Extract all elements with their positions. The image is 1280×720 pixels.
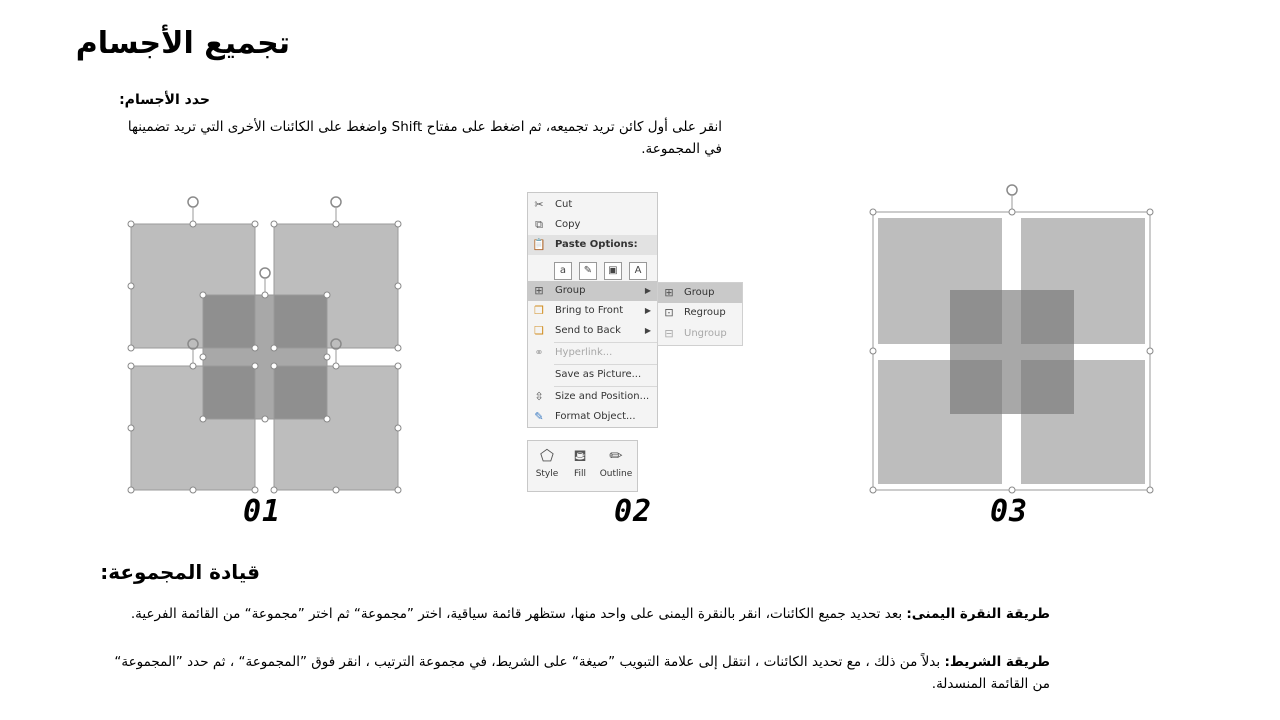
rotate-handle-icon[interactable] <box>1007 185 1017 195</box>
style-button[interactable]: ⬠ Style <box>530 445 564 481</box>
submenu-item-group[interactable]: ⊞ Group <box>658 283 742 303</box>
menu-item-hyperlink[interactable]: ⚭ Hyperlink... <box>528 343 657 363</box>
size-position-icon: ⇳ <box>534 390 544 403</box>
right-click-method-label: طريقة النقرة اليمنى: <box>906 606 1050 622</box>
fill-bucket-icon: ⛾ <box>573 446 587 465</box>
figure-label-03: 03 <box>990 494 1029 529</box>
ribbon-method-text: بدلاً من ذلك ، مع تحديد الكائنات ، انتقل إلى علامة التبويب ”صيغة“ على الشريط، في مجموعة الترتيب ، انقر فوق ”المجموعة“ ، ثم حدد ”المجموعة“ من القائمة المنسدلة. <box>114 654 1050 692</box>
select-heading: حدد الأجسام: <box>119 92 210 108</box>
paste-keep-source-icon[interactable]: a <box>554 262 572 280</box>
ungroup-icon: ⊟ <box>664 327 674 340</box>
menu-item-size-and-position[interactable]: ⇳ Size and Position... <box>528 387 657 407</box>
context-menu <box>527 192 658 428</box>
submenu-arrow-icon: ▶ <box>644 326 651 335</box>
submenu-item-ungroup[interactable]: ⊟ Ungroup <box>658 324 742 344</box>
regroup-icon: ⊡ <box>664 306 674 319</box>
hyperlink-icon: ⚭ <box>534 346 544 359</box>
paste-picture-icon[interactable]: ▣ <box>604 262 622 280</box>
lead-group-heading: قيادة المجموعة: <box>100 560 260 584</box>
paste-destination-theme-icon[interactable]: ✎ <box>579 262 597 280</box>
figure-03-grouped-selection <box>862 178 1162 498</box>
copy-icon: ⧉ <box>535 218 543 231</box>
menu-item-paste-options: 📋 Paste Options: <box>528 235 657 255</box>
menu-item-save-as-picture[interactable]: Save as Picture... <box>555 369 642 380</box>
ribbon-method-label: طريقة الشريط: <box>944 654 1050 670</box>
group-submenu <box>657 282 743 346</box>
menu-item-bring-to-front[interactable]: ❐ Bring to Front ▶ <box>528 301 657 321</box>
scissors-icon: ✂ <box>534 198 544 211</box>
menu-item-format-object[interactable]: ✎ Format Object... <box>528 407 657 427</box>
fill-button[interactable]: ⛾ Fill <box>563 445 597 481</box>
format-object-icon: ✎ <box>534 410 544 423</box>
submenu-arrow-icon: ▶ <box>644 286 651 295</box>
right-click-method-text: بعد تحديد جميع الكائنات، انقر بالنقرة اليمنى على واحد منها، ستظهر قائمة سياقية، اختر ”مجموعة“ ثم اختر ”مجموعة“ من القائمة الفرعية. <box>130 606 907 622</box>
outline-pen-icon: ✏ <box>609 446 623 465</box>
menu-item-cut[interactable]: ✂ Cut <box>528 195 657 215</box>
outline-button[interactable]: ✏ Outline <box>599 446 633 479</box>
page-title: تجميع الأجسام <box>75 26 290 61</box>
paste-text-only-icon[interactable]: A <box>629 262 647 280</box>
menu-item-copy[interactable]: ⧉ Copy <box>528 215 657 235</box>
bring-to-front-icon: ❐ <box>534 304 544 317</box>
right-click-method-paragraph <box>110 603 1050 625</box>
menu-item-group[interactable]: ⊞ Group ▶ <box>528 281 657 301</box>
ribbon-method-paragraph <box>110 651 1050 695</box>
submenu-arrow-icon: ▶ <box>644 306 651 315</box>
group-icon: ⊞ <box>534 284 544 297</box>
figure-label-02: 02 <box>614 494 653 529</box>
clipboard-icon: 📋 <box>532 238 546 251</box>
figure-01-individual-selection <box>120 190 415 500</box>
group-icon: ⊞ <box>664 286 674 299</box>
send-to-back-icon: ❏ <box>534 324 544 337</box>
figure-label-01: 01 <box>243 494 282 529</box>
style-icon: ⬠ <box>540 446 554 465</box>
submenu-item-regroup[interactable]: ⊡ Regroup <box>658 303 742 323</box>
format-mini-toolbar <box>527 440 638 492</box>
menu-item-send-to-back[interactable]: ❏ Send to Back ▶ <box>528 321 657 341</box>
select-instructions: انقر على أول كائن تريد تجميعه، ثم اضغط على مفتاح Shift واضغط على الكائنات الأخرى التي تريد تضمينها في المجموعة. <box>127 119 722 157</box>
